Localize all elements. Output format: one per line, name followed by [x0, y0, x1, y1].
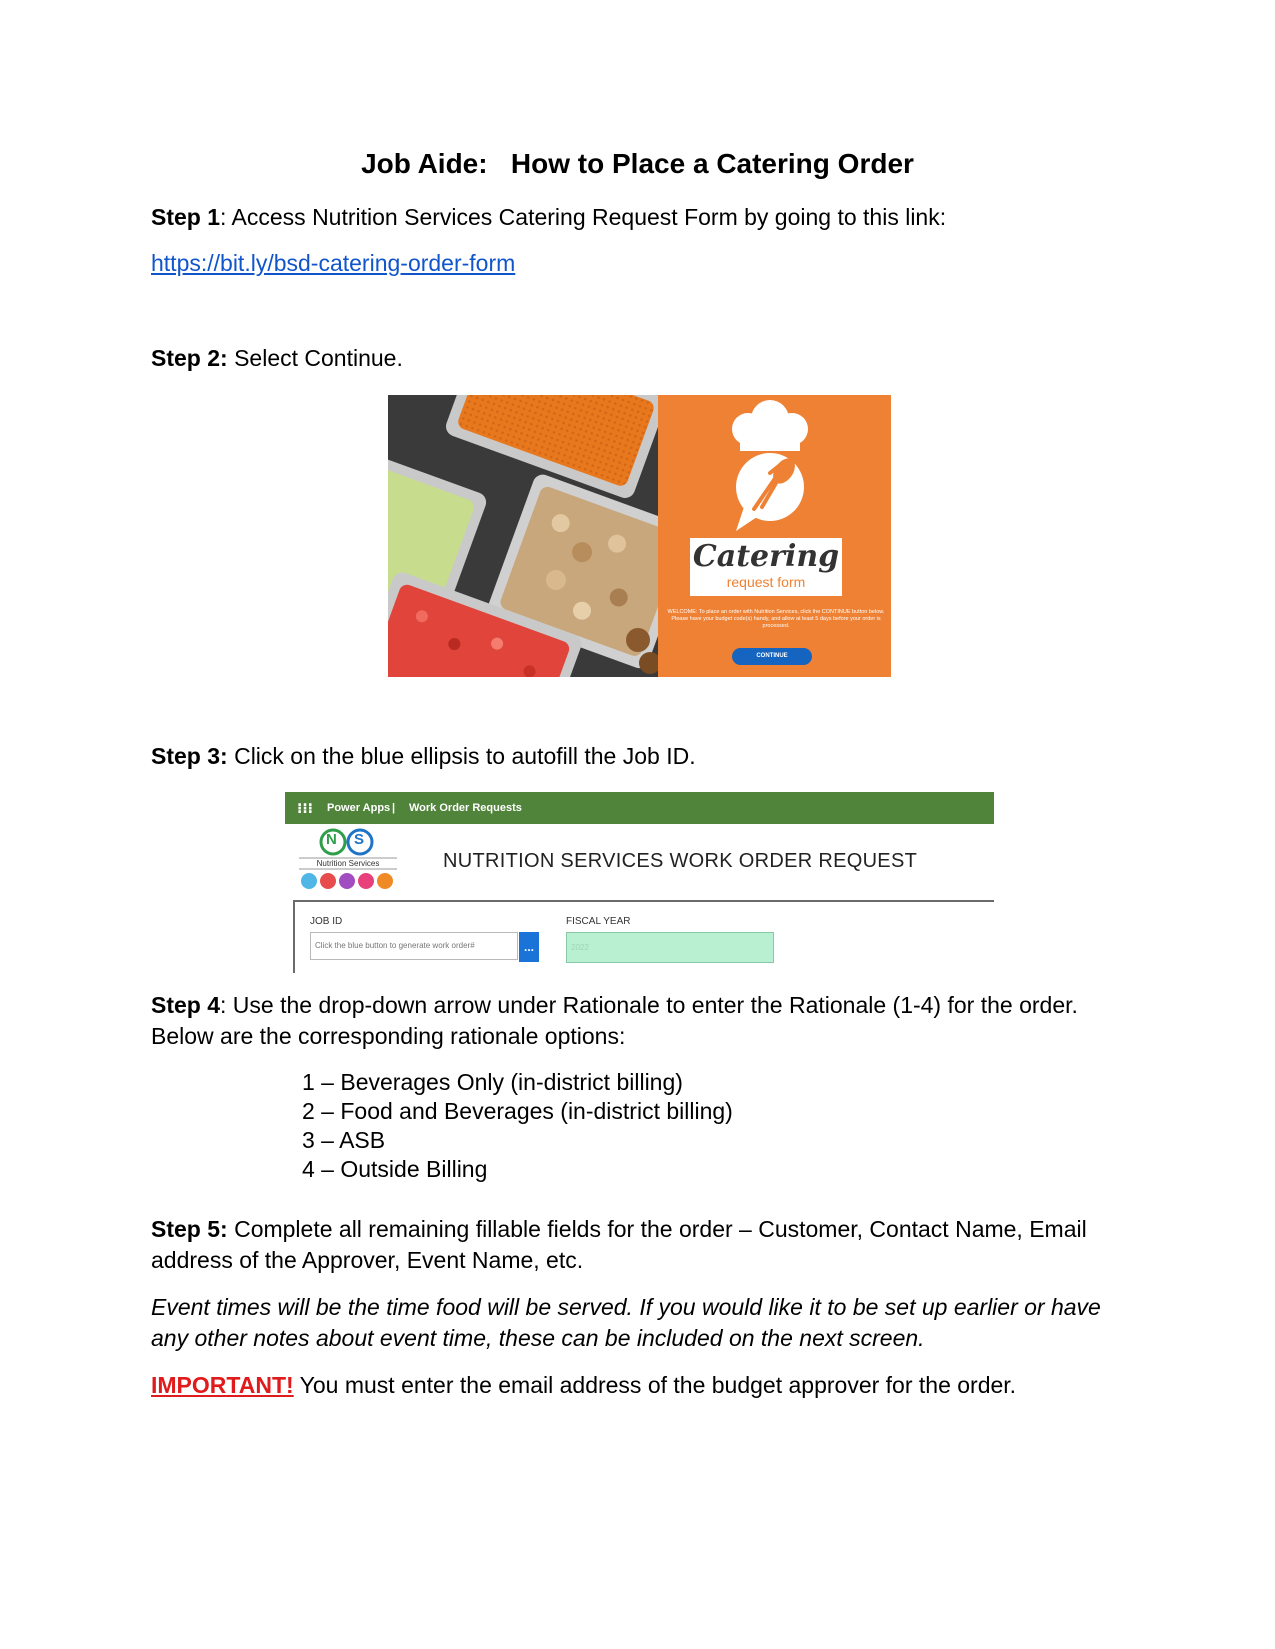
step-1 [151, 202, 1141, 233]
step-2-text: Select Continue. [227, 345, 403, 371]
step-2 [151, 343, 1141, 374]
important-note [151, 1370, 1141, 1401]
catering-form-link[interactable]: https://bit.ly/bsd-catering-order-form [151, 250, 516, 276]
step-1-label: Step 1 [151, 204, 221, 230]
step-3-text: Click on the blue ellipsis to autofill the Job ID. [227, 743, 696, 769]
step-4-label: Step 4 [151, 992, 221, 1018]
step-3-label: Step 3: [151, 743, 228, 769]
bar-separator: | [392, 802, 396, 814]
ellipsis-button[interactable]: ... [519, 932, 539, 962]
step-4 [151, 990, 1141, 1052]
page-name: Work Order Requests [409, 802, 522, 814]
catering-orange-panel [658, 395, 891, 677]
power-apps-screenshot [285, 792, 994, 973]
job-id-input[interactable]: Click the blue button to generate work order# [310, 932, 518, 960]
step-5-text: Complete all remaining fillable fields for the order – Customer, Contact Name, Email address of the Approver, Event Name, etc. [151, 1216, 1087, 1273]
step-3 [151, 741, 1141, 772]
fiscal-year-label: FISCAL YEAR [566, 916, 631, 927]
chef-hat-icon [710, 399, 830, 534]
logo-letter-n: N [326, 831, 337, 848]
form-left-border [293, 900, 295, 973]
logo-letter-s: S [354, 831, 365, 848]
step-4-text: : Use the drop-down arrow under Rationale to enter the Rationale (1-4) for the order. Below are the corresponding rationale options: [151, 992, 1078, 1049]
app-name: Power Apps [327, 802, 391, 814]
step-5 [151, 1214, 1141, 1276]
continue-button[interactable]: CONTINUE [732, 648, 812, 665]
step-1-text: : Access Nutrition Services Catering Request Form by going to this link: [220, 204, 947, 230]
job-id-label: JOB ID [310, 916, 343, 927]
rationale-option: 4 – Outside Billing [302, 1156, 488, 1182]
fiscal-year-field: 2022 [566, 932, 774, 963]
app-launcher-icon[interactable]: ⁝⁝⁝ [297, 800, 313, 816]
rationale-option: 2 – Food and Beverages (in-district billing) [302, 1098, 733, 1124]
rationale-option: 3 – ASB [302, 1127, 386, 1153]
rationale-options-list [302, 1068, 733, 1184]
welcome-text: WELCOME: To place an order with Nutrition Services, click the CONTINUE button below. Please have your budget code(s) handy, and allow at least 5 days before your order is processed. [667, 609, 885, 629]
nutrition-services-logo [297, 828, 399, 892]
important-text: You must enter the email address of the budget approver for the order. [293, 1372, 1017, 1398]
form-header: NUTRITION SERVICES WORK ORDER REQUEST [443, 850, 918, 872]
step-1-link-line [151, 248, 1141, 279]
header-divider [293, 900, 994, 902]
catering-caption-sub: request form [726, 574, 806, 590]
logo-caption: Nutrition Services [316, 859, 380, 868]
step-5-label: Step 5: [151, 1216, 228, 1242]
important-label: IMPORTANT! [151, 1372, 294, 1398]
step-2-label: Step 2: [151, 345, 228, 371]
power-apps-top-bar [285, 792, 994, 824]
food-trays-photo [388, 395, 658, 677]
rationale-option: 1 – Beverages Only (in-district billing) [302, 1069, 683, 1095]
catering-caption-box [690, 538, 842, 596]
event-time-note: Event times will be the time food will be served. If you would like it to be set up earlier or have any other notes about event time, these can be included on the next screen. [151, 1294, 1101, 1351]
catering-request-form-image [388, 395, 891, 677]
catering-caption-main: Catering [692, 539, 840, 574]
page-title: Job Aide: How to Place a Catering Order [361, 148, 914, 179]
